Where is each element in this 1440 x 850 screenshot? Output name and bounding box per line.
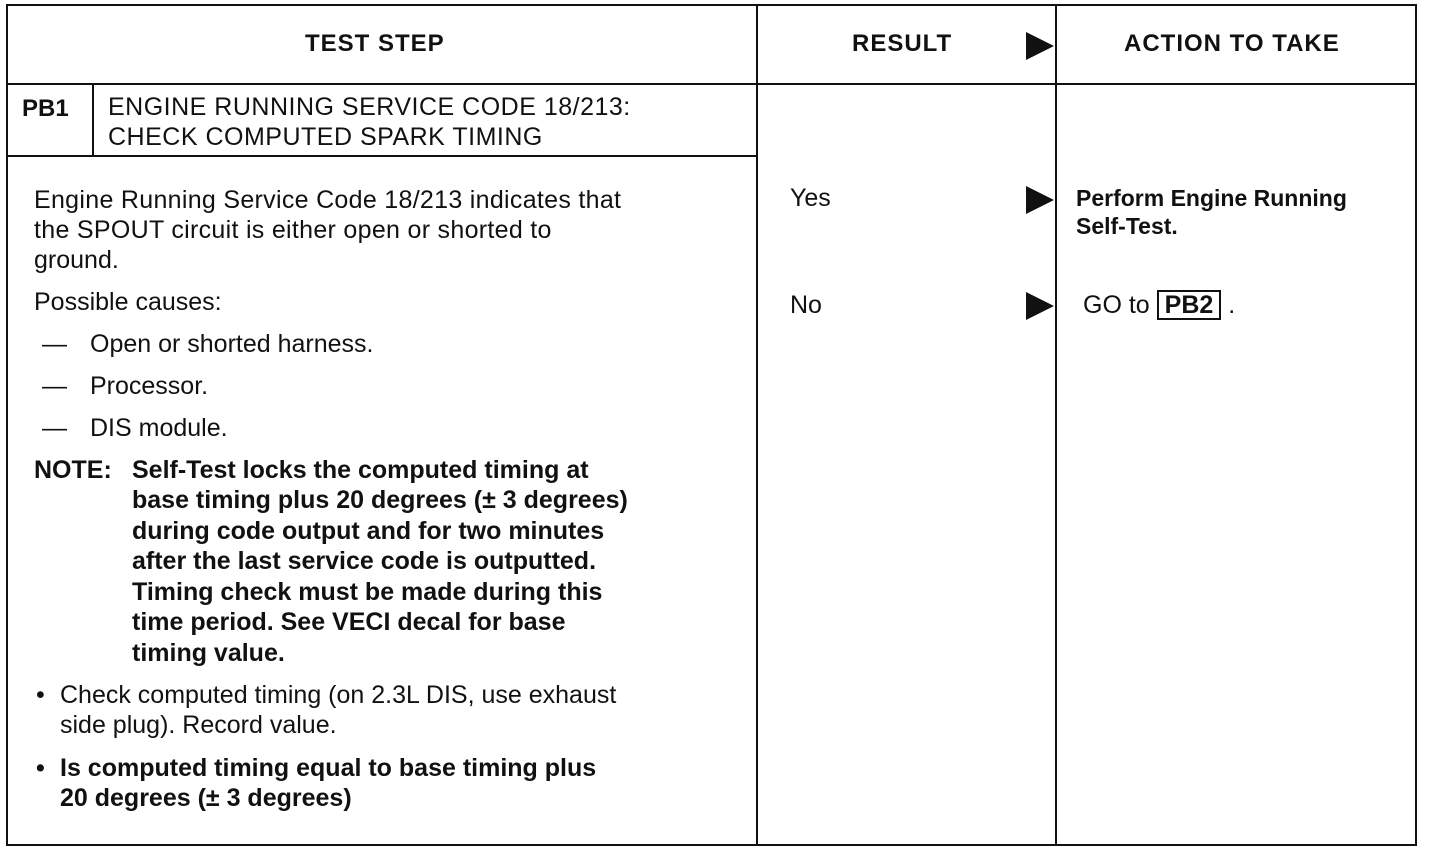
result-arrow-icon [1026,292,1054,320]
result-yes: Yes [790,184,831,212]
action-yes-line2: Self-Test. [1076,213,1178,239]
action-no-prefix: GO to [1083,291,1150,319]
column-divider-result [756,4,758,846]
cause-item: DIS module. [90,414,228,442]
step-title-divider [6,155,757,157]
check-line: side plug). Record value. [60,711,337,739]
header-divider [6,83,1417,85]
intro-line: ground. [34,246,119,274]
dash: — [42,330,67,358]
dash: — [42,414,67,442]
intro-line: Engine Running Service Code 18/213 indicates that [34,186,622,214]
causes-label: Possible causes: [34,288,222,316]
bullet: • [36,754,45,782]
note-line: Timing check must be made during this [132,578,603,606]
note-line: time period. See VECI decal for base [132,608,566,636]
question-line: 20 degrees (± 3 degrees) [60,784,352,812]
action-no-suffix: . [1228,291,1236,319]
header-result: RESULT [852,30,953,57]
dash: — [42,372,67,400]
action-yes-line1: Perform Engine Running [1076,185,1347,211]
question-line: Is computed timing equal to base timing plus [60,754,597,782]
header-test-step: TEST STEP [305,30,445,57]
header-arrow-icon [1026,32,1054,60]
note-line: timing value. [132,639,285,667]
action-no [1083,290,1235,321]
step-title-line1: ENGINE RUNNING SERVICE CODE 18/213: [108,93,631,121]
check-line: Check computed timing (on 2.3L DIS, use exhaust [60,681,617,709]
note-line: base timing plus 20 degrees (± 3 degrees) [132,486,628,514]
cause-item: Open or shorted harness. [90,330,374,358]
cause-item: Processor. [90,372,209,400]
note-line: Self-Test locks the computed timing at [132,456,589,484]
note-line: after the last service code is outputted. [132,547,597,575]
step-id-divider [92,84,94,156]
step-id: PB1 [22,95,69,122]
note-line: during code output and for two minutes [132,517,605,545]
result-no: No [790,291,822,319]
step-title-line2: CHECK COMPUTED SPARK TIMING [108,123,543,151]
result-arrow-icon [1026,186,1054,214]
step-ref-pb2: PB2 [1157,290,1222,320]
column-divider-action [1055,4,1057,846]
intro-line: the SPOUT circuit is either open or shorted to [34,216,552,244]
header-action: ACTION TO TAKE [1124,30,1340,57]
note-label: NOTE: [34,456,112,484]
bullet: • [36,681,45,709]
